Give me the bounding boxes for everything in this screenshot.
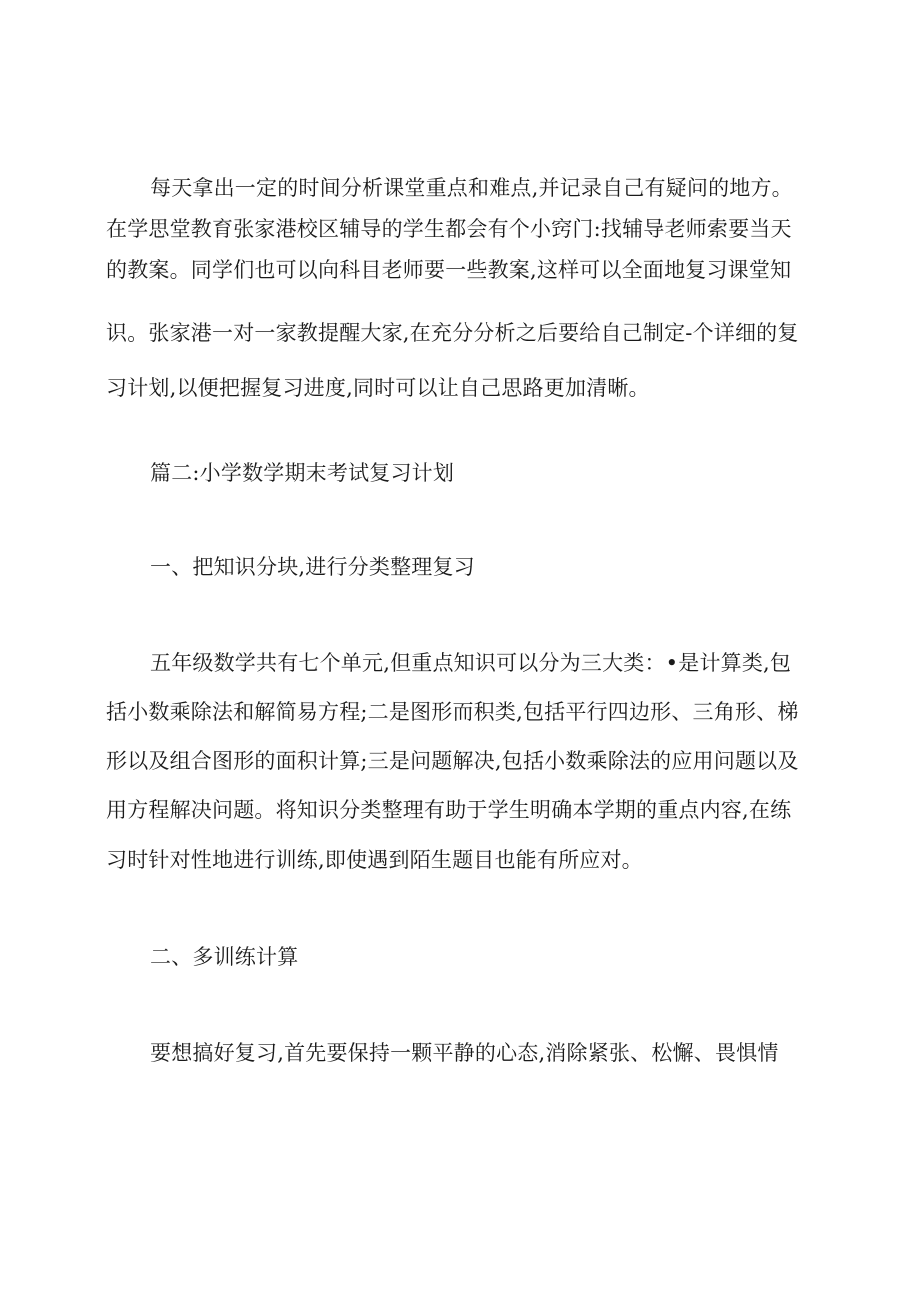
paragraph-line: 括小数乘除法和解简易方程;二是图形而积类,包括平行四边形、三角形、梯: [106, 700, 799, 724]
paragraph-line: 在学思堂教育张家港校区辅导的学生都会有个小窍门:找辅导老师索要当天: [106, 217, 792, 241]
paragraph-line: 形以及组合图形的面积计算;三是问题解决,包括小数乘除法的应用问题以及: [106, 749, 799, 773]
paragraph-line: 习计划,以便把握复习进度,同时可以让自己思路更加清晰。: [106, 376, 650, 400]
section-title-1: 一、把知识分块,进行分类整理复习: [150, 555, 475, 579]
paragraph-line: 每天拿出一定的时间分析课堂重点和难点,并记录自己有疑问的地方。: [150, 176, 793, 200]
paragraph-line: 要想搞好复习,首先要保持一颗平静的心态,消除紧张、松懈、畏惧情: [150, 1041, 779, 1065]
paragraph-line: 习时针对性地进行训练,即使遇到陌生题目也能有所应对。: [106, 848, 643, 872]
paragraph-line: 识。张家港一对一家教提醒大家,在充分分析之后要给自己制定-个详细的复: [106, 321, 799, 345]
paragraph-line: 的教案。同学们也可以向科目老师要一些教案,这样可以全面地复习课堂知: [106, 258, 792, 282]
paragraph-line: 用方程解决问题。将知识分类整理有助于学生明确本学期的重点内容,在练: [106, 798, 792, 822]
paragraph-line: 五年级数学共有七个单元,但重点知识可以分为三大类：•是计算类,包: [150, 651, 792, 675]
section-title-2: 二、多训练计算: [150, 945, 299, 969]
section-heading-part2: 篇二:小学数学期末考试复习计划: [150, 461, 455, 485]
